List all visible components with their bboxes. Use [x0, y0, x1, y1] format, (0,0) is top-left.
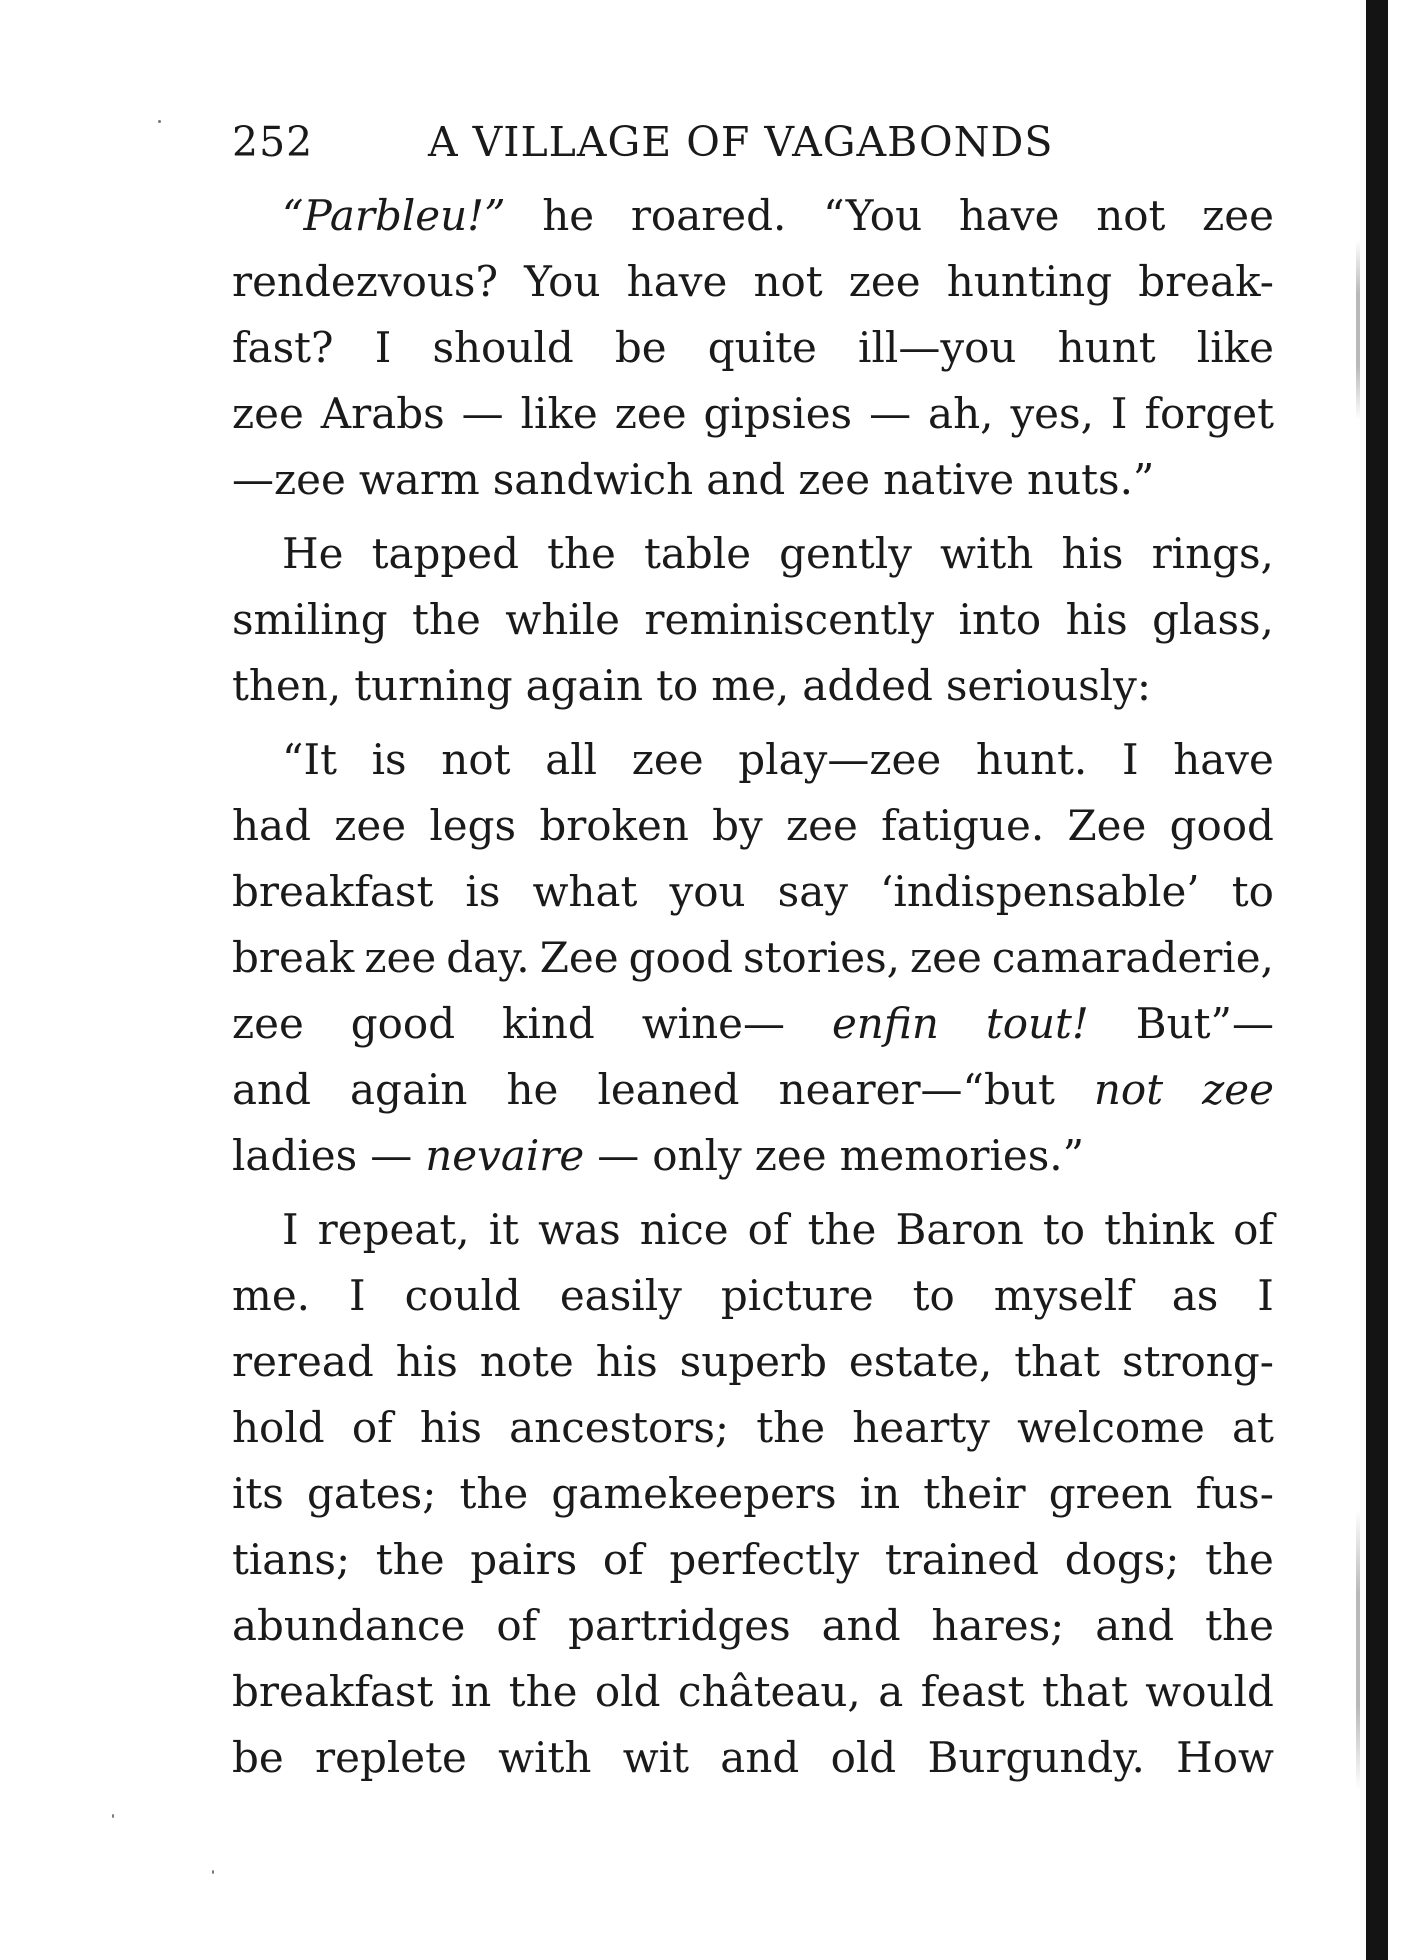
- word: broken: [539, 801, 689, 850]
- word: abundance: [232, 1601, 466, 1650]
- word: nuts.”: [1027, 455, 1155, 504]
- word: that: [1014, 1337, 1101, 1386]
- word: and: [720, 1733, 800, 1782]
- word: native: [883, 455, 1015, 504]
- word: while: [505, 595, 620, 644]
- word: break: [232, 933, 355, 982]
- text-line: [232, 859, 1274, 925]
- word: kind: [502, 999, 595, 1048]
- text-line: [232, 315, 1274, 381]
- word: like: [520, 389, 598, 438]
- word: repeat,: [317, 1205, 470, 1254]
- word: fus-: [1195, 1469, 1274, 1518]
- text-line: [232, 1725, 1274, 1791]
- running-title: A VILLAGE OF VAGABONDS: [428, 118, 1054, 166]
- word: he: [542, 191, 595, 240]
- text-line: [232, 1461, 1274, 1527]
- word: nice: [639, 1205, 729, 1254]
- word: zee: [614, 389, 687, 438]
- word: partridges: [568, 1601, 791, 1650]
- word: quite: [707, 323, 817, 372]
- word: wine—: [641, 999, 786, 1048]
- word: You: [524, 257, 601, 306]
- word: his: [395, 1337, 458, 1386]
- paper-speck: [112, 1814, 114, 1818]
- word: nevaire: [425, 1131, 585, 1180]
- word: “It: [282, 735, 337, 784]
- word: sandwich: [492, 455, 694, 504]
- word: seriously:: [945, 661, 1151, 710]
- word: of: [602, 1535, 644, 1584]
- word: with: [940, 529, 1034, 578]
- word: to: [1042, 1205, 1086, 1254]
- word: could: [404, 1271, 521, 1320]
- word: Arabs: [320, 389, 445, 438]
- text-line: [232, 1197, 1274, 1263]
- word: you: [669, 867, 746, 916]
- word: turning: [354, 661, 513, 710]
- word: enfin: [831, 999, 939, 1048]
- word: I: [282, 1205, 299, 1254]
- word: again: [350, 1065, 468, 1114]
- word: roared.: [630, 191, 787, 240]
- word: day.: [446, 933, 530, 982]
- word: Burgundy.: [927, 1733, 1145, 1782]
- word: trained: [884, 1535, 1040, 1584]
- body-text: [232, 183, 1274, 1791]
- word: note: [479, 1337, 574, 1386]
- word: reminiscently: [644, 595, 935, 644]
- word: that: [1042, 1667, 1128, 1716]
- word: ancestors;: [509, 1403, 730, 1452]
- word: in: [859, 1469, 901, 1518]
- word: be: [614, 323, 667, 372]
- word: Zee: [539, 933, 619, 982]
- word: zee: [1202, 191, 1274, 240]
- word: added: [802, 661, 933, 710]
- word: He: [282, 529, 344, 578]
- word: stories,: [743, 933, 900, 982]
- word: its: [232, 1469, 284, 1518]
- word: zee: [910, 933, 982, 982]
- word: by: [712, 801, 763, 850]
- word: easily: [559, 1271, 682, 1320]
- word: had: [232, 801, 311, 850]
- word: of: [351, 1403, 393, 1452]
- paper-speck: [158, 120, 161, 123]
- word: legs: [429, 801, 517, 850]
- text-line: [232, 793, 1274, 859]
- word: table: [643, 529, 752, 578]
- word: play—zee: [738, 735, 942, 784]
- text-line: [232, 1329, 1274, 1395]
- binding-shadow: [1356, 240, 1360, 420]
- word: again: [525, 661, 644, 710]
- paper-speck: [212, 1870, 214, 1874]
- word: is: [371, 735, 407, 784]
- word: have: [626, 257, 728, 306]
- word: glass,: [1152, 595, 1274, 644]
- word: not: [441, 735, 511, 784]
- word: hunting: [946, 257, 1113, 306]
- word: all: [545, 735, 598, 784]
- text-line: [232, 925, 1274, 991]
- word: of: [747, 1205, 789, 1254]
- word: what: [532, 867, 638, 916]
- word: Zee: [1067, 801, 1147, 850]
- word: into: [958, 595, 1042, 644]
- word: But”—: [1135, 999, 1274, 1048]
- word: should: [432, 323, 574, 372]
- word: zee: [754, 1131, 827, 1180]
- word: is: [465, 867, 501, 916]
- word: hares;: [931, 1601, 1065, 1650]
- binding-edge: [1366, 0, 1388, 1960]
- word: estate,: [848, 1337, 993, 1386]
- word: I: [1110, 389, 1128, 438]
- word: the: [547, 529, 616, 578]
- text-line: [232, 381, 1274, 447]
- word: smiling: [232, 595, 388, 644]
- word: myself: [993, 1271, 1133, 1320]
- word: hearty: [852, 1403, 990, 1452]
- text-line: [232, 249, 1274, 315]
- word: the: [1205, 1601, 1274, 1650]
- word: at: [1232, 1403, 1274, 1452]
- word: his: [1065, 595, 1128, 644]
- word: break-: [1138, 257, 1274, 306]
- word: breakfast: [232, 1667, 434, 1716]
- word: zee: [232, 389, 304, 438]
- word: good: [628, 933, 733, 982]
- word: feast: [920, 1667, 1025, 1716]
- word: perfectly: [669, 1535, 860, 1584]
- word: say: [777, 867, 848, 916]
- word: and: [1095, 1601, 1175, 1650]
- word: memories.”: [839, 1131, 1085, 1180]
- text-line: [232, 991, 1274, 1057]
- word: green: [1048, 1469, 1173, 1518]
- text-line: [232, 1263, 1274, 1329]
- binding-shadow: [1356, 1510, 1360, 1790]
- word: leaned: [597, 1065, 740, 1114]
- word: dogs;: [1064, 1535, 1180, 1584]
- text-line: [232, 653, 1274, 719]
- word: old: [594, 1667, 661, 1716]
- word: fatigue.: [881, 801, 1045, 850]
- word: and: [706, 455, 786, 504]
- word: strong-: [1122, 1337, 1274, 1386]
- page-number: 252: [232, 118, 314, 166]
- word: it: [488, 1205, 520, 1254]
- word: gamekeepers: [551, 1469, 837, 1518]
- word: then,: [232, 661, 342, 710]
- word: the: [459, 1469, 529, 1518]
- word: the: [1205, 1535, 1274, 1584]
- text-line: [232, 183, 1274, 249]
- word: pairs: [470, 1535, 578, 1584]
- word: I: [349, 1271, 366, 1320]
- word: zee: [786, 801, 858, 850]
- word: “You: [823, 191, 923, 240]
- word: he: [506, 1065, 559, 1114]
- word: his: [419, 1403, 482, 1452]
- word: to: [1231, 867, 1274, 916]
- word: hold: [232, 1403, 325, 1452]
- word: breakfast: [232, 867, 434, 916]
- text-line: [232, 1527, 1274, 1593]
- paragraph-gap: [232, 513, 1274, 521]
- word: and: [232, 1065, 311, 1114]
- word: zee: [334, 801, 407, 850]
- word: picture: [720, 1271, 874, 1320]
- word: have: [1173, 735, 1274, 784]
- word: warm: [358, 455, 480, 504]
- word: château,: [677, 1667, 861, 1716]
- word: have: [958, 191, 1060, 240]
- word: good: [1169, 801, 1274, 850]
- page-header: [232, 112, 1072, 172]
- text-line: [232, 727, 1274, 793]
- word: me,: [711, 661, 790, 710]
- word: the: [375, 1535, 445, 1584]
- word: the: [807, 1205, 877, 1254]
- word: to: [912, 1271, 955, 1320]
- text-line: [232, 1123, 1274, 1189]
- word: ah,: [928, 389, 994, 438]
- text-line: [232, 1057, 1274, 1123]
- word: How: [1176, 1733, 1274, 1782]
- word: zee: [631, 735, 704, 784]
- word: rings,: [1151, 529, 1274, 578]
- word: —: [461, 389, 504, 438]
- word: his: [595, 1337, 658, 1386]
- word: zee: [232, 999, 304, 1048]
- word: welcome: [1017, 1403, 1205, 1452]
- text-line: [232, 521, 1274, 587]
- word: replete: [315, 1733, 467, 1782]
- word: nearer—“but: [778, 1065, 1055, 1114]
- word: yes,: [1010, 389, 1094, 438]
- word: not: [1096, 191, 1166, 240]
- word: zee: [848, 257, 921, 306]
- word: of: [496, 1601, 538, 1650]
- word: —: [597, 1131, 640, 1180]
- word: —zee: [232, 455, 346, 504]
- word: I: [1121, 735, 1139, 784]
- word: zee: [1202, 1065, 1274, 1114]
- word: rendezvous?: [232, 257, 498, 306]
- word: wit: [622, 1733, 690, 1782]
- word: like: [1196, 323, 1274, 372]
- word: Baron: [895, 1205, 1024, 1254]
- word: forget: [1144, 389, 1274, 438]
- word: zee: [798, 455, 871, 504]
- word: —: [370, 1131, 413, 1180]
- word: I: [374, 323, 392, 372]
- paragraph-gap: [232, 719, 1274, 727]
- word: the: [756, 1403, 826, 1452]
- word: me.: [232, 1271, 311, 1320]
- word: ‘indispensable’: [880, 867, 1200, 916]
- word: hunt.: [975, 735, 1088, 784]
- text-line: [232, 587, 1274, 653]
- word: superb: [679, 1337, 827, 1386]
- paragraph-gap: [232, 1189, 1274, 1197]
- word: the: [508, 1667, 578, 1716]
- word: camaraderie,: [991, 933, 1274, 982]
- word: his: [1061, 529, 1124, 578]
- word: not: [753, 257, 823, 306]
- word: a: [878, 1667, 904, 1716]
- word: only: [652, 1131, 742, 1180]
- word: gently: [779, 529, 912, 578]
- word: ill—you: [858, 323, 1017, 372]
- word: fast?: [232, 323, 334, 372]
- word: the: [412, 595, 481, 644]
- text-line: [232, 447, 1274, 513]
- word: ladies: [232, 1131, 358, 1180]
- word: tapped: [371, 529, 519, 578]
- word: would: [1145, 1667, 1274, 1716]
- word: gates;: [307, 1469, 437, 1518]
- word: good: [350, 999, 456, 1048]
- word: old: [830, 1733, 897, 1782]
- text-line: [232, 1395, 1274, 1461]
- word: —: [869, 389, 912, 438]
- word: in: [450, 1667, 492, 1716]
- text-line: [232, 1593, 1274, 1659]
- word: gipsies: [703, 389, 853, 438]
- word: I: [1257, 1271, 1274, 1320]
- word: zee: [364, 933, 437, 982]
- text-line: [232, 1659, 1274, 1725]
- word: with: [498, 1733, 592, 1782]
- word: their: [923, 1469, 1026, 1518]
- word: think: [1104, 1205, 1214, 1254]
- word: not: [1093, 1065, 1164, 1114]
- word: be: [232, 1733, 284, 1782]
- word: “Parbleu!”: [282, 191, 506, 240]
- word: was: [538, 1205, 621, 1254]
- word: as: [1171, 1271, 1219, 1320]
- word: tians;: [232, 1535, 351, 1584]
- word: reread: [232, 1337, 374, 1386]
- word: of: [1233, 1205, 1274, 1254]
- word: and: [821, 1601, 901, 1650]
- word: to: [656, 661, 699, 710]
- word: tout!: [985, 999, 1089, 1048]
- word: hunt: [1057, 323, 1156, 372]
